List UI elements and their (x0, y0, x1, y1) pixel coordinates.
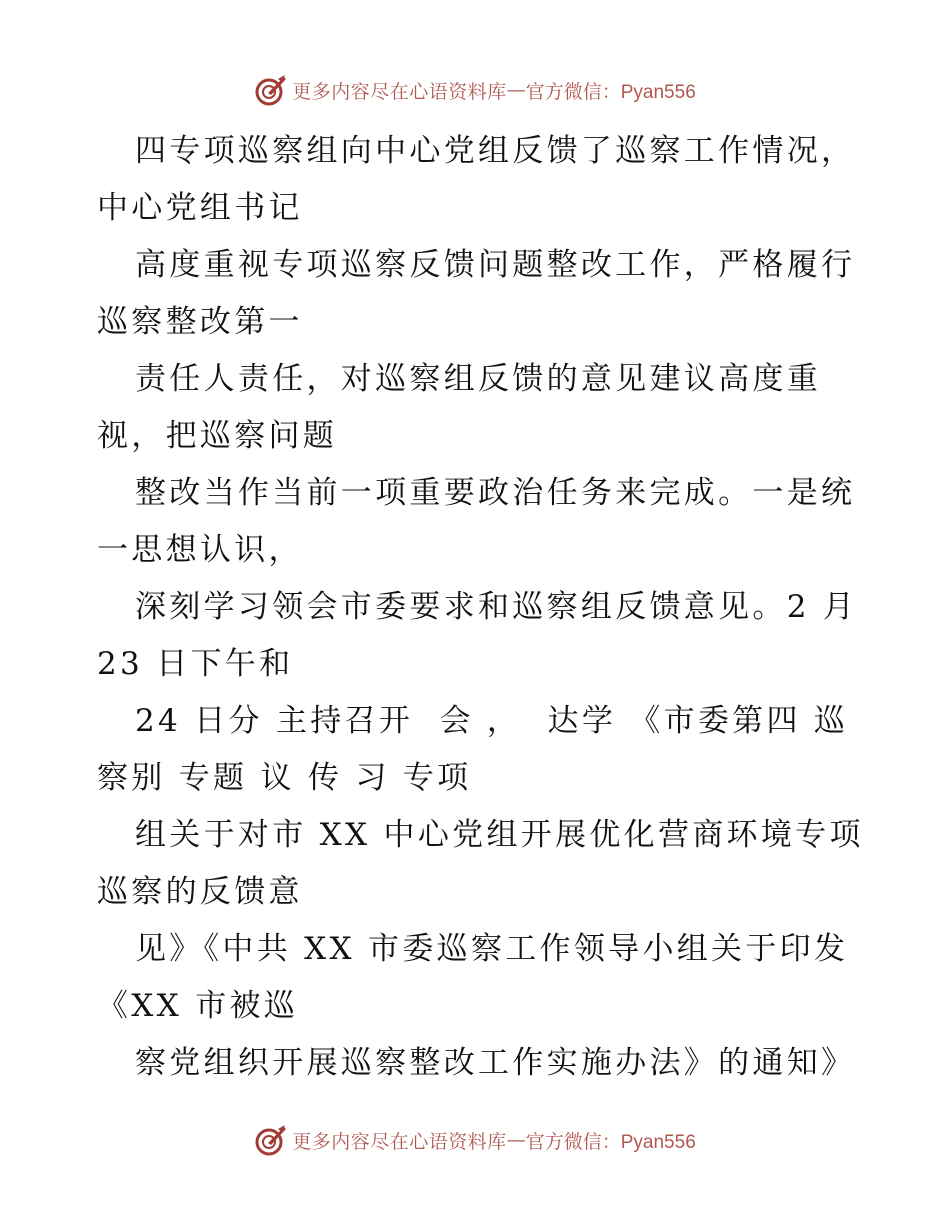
watermark-header (0, 70, 950, 110)
text-line: 察党组织开展巡察整改工作实施办法》的通知》 (135, 1045, 856, 1081)
watermark-site-text: 更多内容尽在心语资料库 (292, 1130, 507, 1153)
text-line: 高度重视专项巡察反馈问题整改工作，严格履行 (135, 247, 856, 283)
text-line: 责任人责任，对巡察组反馈的意见建议高度重 (135, 361, 821, 397)
watermark-dash: — (506, 1129, 526, 1151)
text-line: 四专项巡察组向中心党组反馈了巡察工作情况， (135, 133, 856, 169)
text-line: 视，把巡察问题 (97, 418, 338, 454)
text-line: 24 日分 主持召开 会 ， 达学 《市委第四 巡 (135, 703, 849, 739)
watermark-footer (0, 1120, 950, 1160)
watermark-dash: — (506, 79, 526, 101)
text-line: 见》《中共 XX 市委巡察工作领导小组关于印发 (135, 931, 849, 967)
text-line: 一思想认识， (97, 532, 303, 568)
text-line: 深刻学习领会市委要求和巡察组反馈意见。2 月 (135, 589, 858, 625)
watermark-contact-text: 官方微信：Pyan556 (525, 1131, 696, 1153)
watermark-contact-text: 官方微信：Pyan556 (525, 81, 696, 103)
text-line: 巡察的反馈意 (97, 874, 303, 910)
text-line: 组关于对市 XX 中心党组开展优化营商环境专项 (135, 817, 864, 853)
document-body (97, 123, 864, 1092)
text-line: 《XX 市被巡 (97, 988, 299, 1024)
text-line: 23 日下午和 (97, 646, 294, 682)
quill-logo-icon (254, 1123, 288, 1157)
text-line: 中心党组书记 (97, 190, 303, 226)
watermark-site-text: 更多内容尽在心语资料库 (292, 80, 507, 103)
text-line: 整改当作当前一项重要政治任务来完成。一是统 (135, 475, 856, 511)
quill-logo-icon (254, 73, 288, 107)
text-line: 巡察整改第一 (97, 304, 303, 340)
text-line: 察别 专题 议 传 习 专项 (97, 760, 472, 796)
